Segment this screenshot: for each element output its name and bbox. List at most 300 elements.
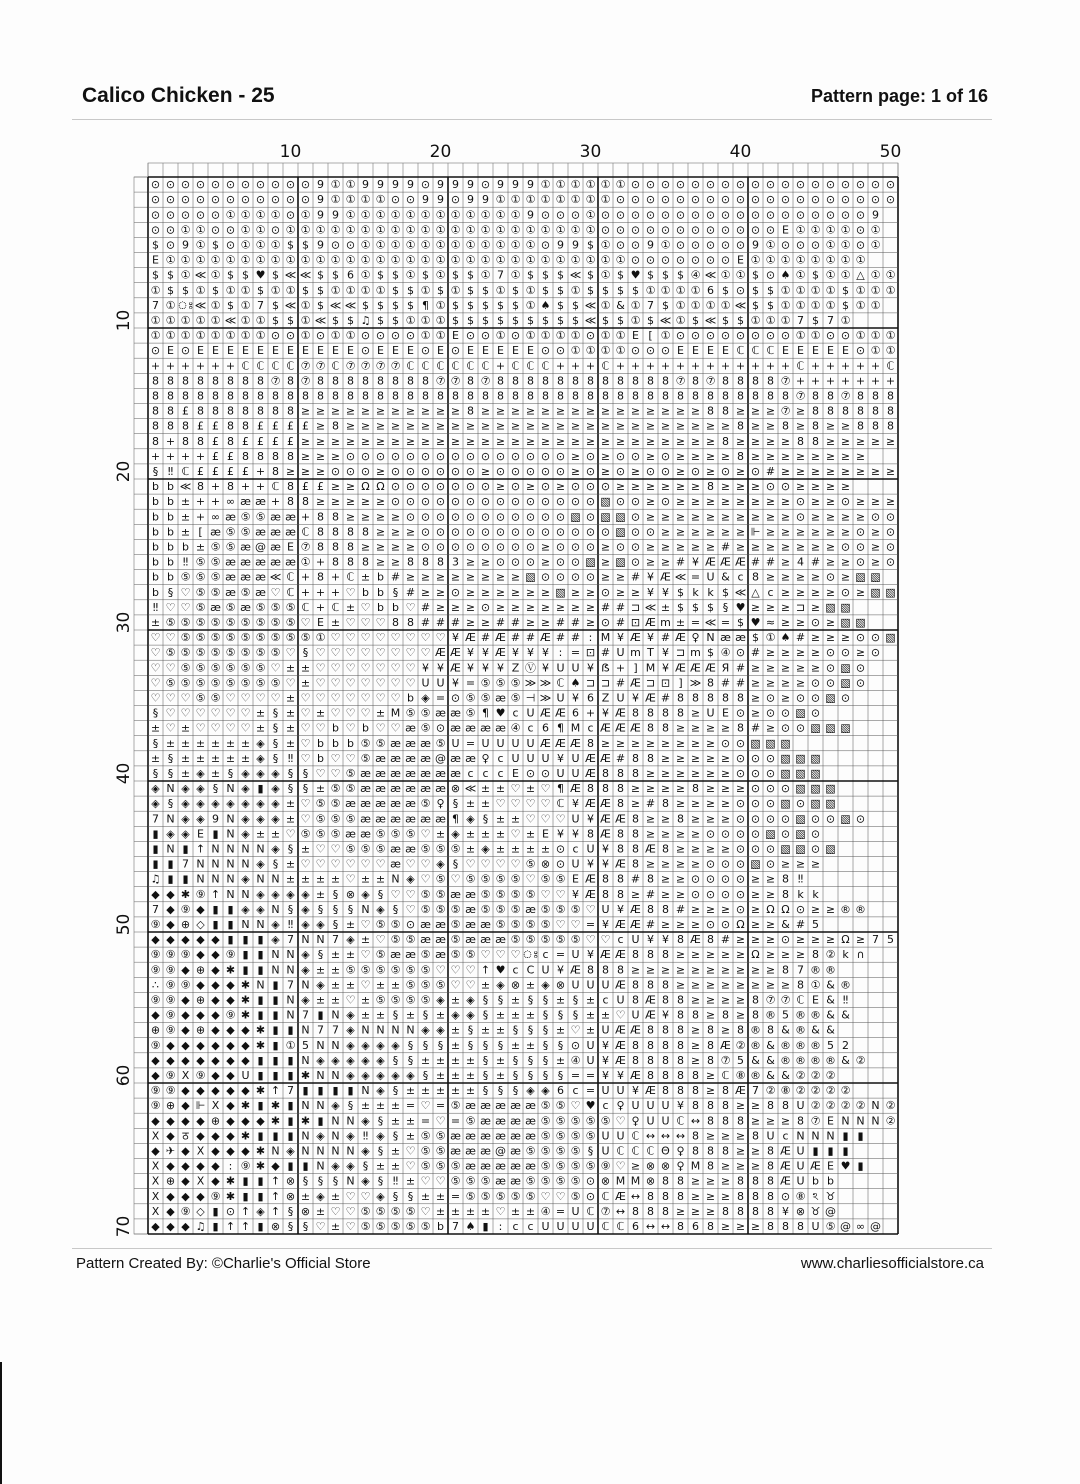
stitch-symbol: ⑤ — [300, 631, 311, 645]
stitch-symbol: 8 — [722, 1099, 729, 1113]
stitch-symbol: E — [212, 344, 219, 358]
stitch-symbol: ⑤ — [360, 736, 371, 750]
stitch-symbol: ≥ — [810, 449, 821, 463]
stitch-symbol: ⊙ — [390, 480, 401, 494]
stitch-symbol: ⊙ — [765, 766, 776, 780]
stitch-symbol: b — [152, 495, 159, 509]
stitch-symbol: ♡ — [360, 948, 371, 962]
stitch-symbol: ① — [495, 208, 506, 222]
stitch-symbol: ¥ — [557, 827, 564, 841]
stitch-symbol: ⑤ — [465, 948, 476, 962]
stitch-symbol: ▧ — [810, 766, 821, 780]
stitch-symbol: ⊙ — [720, 887, 731, 901]
stitch-symbol: ⑤ — [375, 993, 386, 1007]
stitch-symbol: ⑤ — [180, 646, 191, 660]
stitch-symbol: E — [722, 706, 729, 720]
stitch-symbol: ⊙ — [810, 238, 821, 252]
stitch-symbol: ④ — [570, 1053, 581, 1067]
stitch-symbol: N — [316, 1159, 325, 1173]
stitch-symbol: 8 — [767, 1144, 774, 1158]
stitch-symbol: ⊙ — [735, 872, 746, 886]
stitch-symbol: 8 — [692, 389, 699, 403]
stitch-symbol: ẞ — [601, 661, 610, 675]
stitch-symbol: ⊙ — [660, 178, 671, 192]
stitch-symbol: ④ — [510, 721, 521, 735]
stitch-symbol: ♀ — [616, 1099, 625, 1113]
stitch-symbol: ⊙ — [180, 193, 191, 207]
stitch-symbol: Æ — [630, 631, 641, 645]
stitch-symbol: ⊙ — [765, 782, 776, 796]
stitch-symbol: ◇ — [196, 917, 205, 931]
stitch-symbol: 8 — [197, 434, 204, 448]
stitch-symbol: æ — [495, 933, 506, 947]
stitch-symbol: ♡ — [525, 812, 536, 826]
stitch-symbol: ≥ — [810, 933, 821, 947]
stitch-symbol: + — [765, 359, 776, 373]
stitch-symbol: ≥ — [480, 419, 491, 433]
stitch-symbol: ◆ — [166, 1038, 175, 1052]
stitch-symbol: § — [497, 1084, 504, 1098]
stitch-symbol: ≥ — [705, 525, 716, 539]
stitch-symbol: ▮ — [857, 1159, 864, 1173]
row-number-label: 30 — [114, 611, 134, 634]
stitch-symbol: ⊙ — [450, 585, 461, 599]
stitch-symbol: ♡ — [180, 691, 191, 705]
stitch-symbol: ◈ — [151, 797, 160, 811]
stitch-symbol: ♡ — [420, 1204, 431, 1218]
stitch-symbol: ⊙ — [420, 480, 431, 494]
stitch-symbol: § — [512, 1068, 519, 1082]
stitch-symbol: ≥ — [750, 1099, 761, 1113]
stitch-symbol: ‼ — [167, 464, 174, 478]
stitch-symbol: 8 — [347, 540, 354, 554]
stitch-symbol: ≥ — [315, 495, 326, 509]
stitch-symbol: ≥ — [795, 676, 806, 690]
stitch-symbol: ± — [480, 1204, 491, 1218]
stitch-symbol: ≥ — [435, 404, 446, 418]
stitch-symbol: ⑤ — [450, 948, 461, 962]
stitch-symbol: U — [541, 963, 550, 977]
stitch-symbol: Æ — [600, 721, 611, 735]
stitch-symbol: ≥ — [555, 419, 566, 433]
stitch-symbol: ⊙ — [420, 525, 431, 539]
row-number-label: 10 — [114, 309, 134, 332]
stitch-symbol: ℂ — [331, 359, 340, 373]
stitch-symbol: ≥ — [885, 434, 896, 448]
stitch-symbol: ① — [435, 223, 446, 237]
stitch-symbol: ≥ — [810, 464, 821, 478]
stitch-symbol: ⊙ — [270, 329, 281, 343]
stitch-symbol: $ — [257, 283, 264, 297]
stitch-symbol: ▧ — [825, 600, 836, 614]
stitch-symbol: ⊙ — [720, 329, 731, 343]
stitch-symbol: ♡ — [540, 1189, 551, 1203]
stitch-symbol: ⊙ — [615, 540, 626, 554]
stitch-symbol: 8 — [767, 389, 774, 403]
stitch-symbol: ≥ — [555, 434, 566, 448]
stitch-symbol: ♡ — [465, 978, 476, 992]
stitch-symbol: ♠ — [780, 268, 791, 282]
stitch-symbol: Z — [511, 661, 520, 675]
stitch-symbol: $ — [677, 268, 684, 282]
stitch-symbol: ◈ — [361, 1068, 370, 1082]
stitch-symbol: ⊙ — [750, 842, 761, 856]
stitch-symbol: ≥ — [690, 495, 701, 509]
stitch-symbol: ⊙ — [855, 540, 866, 554]
stitch-symbol: + — [795, 374, 806, 388]
stitch-symbol: ⊙ — [555, 525, 566, 539]
stitch-symbol: 8 — [887, 404, 894, 418]
stitch-symbol: ▧ — [840, 661, 851, 675]
stitch-symbol: U — [631, 1008, 640, 1022]
page-number-label: Pattern page: 1 of 16 — [810, 86, 988, 106]
stitch-symbol: ≥ — [735, 963, 746, 977]
stitch-symbol: 7 — [287, 978, 294, 992]
stitch-symbol: ≥ — [540, 555, 551, 569]
row-number-label: 40 — [114, 762, 134, 785]
column-number-label: 30 — [579, 142, 602, 162]
stitch-symbol: ¥ — [662, 585, 669, 599]
stitch-symbol: § — [482, 993, 489, 1007]
stitch-symbol: ≥ — [690, 842, 701, 856]
stitch-symbol: ♡ — [210, 721, 221, 735]
stitch-symbol: ≥ — [855, 449, 866, 463]
stitch-symbol: § — [437, 1038, 444, 1052]
stitch-symbol: ⊙ — [855, 223, 866, 237]
stitch-symbol: ± — [300, 872, 311, 886]
stitch-symbol: E — [287, 344, 294, 358]
stitch-symbol: ¥ — [617, 902, 624, 916]
stitch-symbol: ⊙ — [555, 344, 566, 358]
stitch-symbol: ▮ — [827, 1144, 834, 1158]
stitch-symbol: ▮ — [152, 827, 159, 841]
stitch-symbol: æ — [240, 540, 251, 554]
stitch-symbol: 9 — [527, 178, 534, 192]
stitch-symbol: ≪ — [659, 313, 672, 327]
stitch-symbol: ± — [420, 1084, 431, 1098]
stitch-symbol: 8 — [437, 389, 444, 403]
stitch-symbol: E — [707, 344, 714, 358]
stitch-symbol: ≥ — [840, 434, 851, 448]
stitch-symbol: E — [332, 344, 339, 358]
stitch-symbol: N — [406, 1023, 415, 1037]
stitch-symbol: § — [557, 1068, 564, 1082]
stitch-symbol: 8 — [152, 374, 159, 388]
stitch-symbol: ⑤ — [255, 676, 266, 690]
stitch-symbol: ≥ — [705, 1084, 716, 1098]
stitch-symbol: ⑤ — [570, 1174, 581, 1188]
stitch-symbol: ◈ — [331, 1099, 340, 1113]
stitch-symbol: ± — [375, 978, 386, 992]
stitch-symbol: Æ — [645, 842, 656, 856]
stitch-symbol: ⊙ — [405, 917, 416, 931]
stitch-symbol: § — [287, 766, 294, 780]
stitch-symbol: ⊙ — [435, 721, 446, 735]
stitch-symbol: ⑤ — [825, 1219, 836, 1233]
stitch-symbol: ① — [585, 193, 596, 207]
stitch-symbol: ⑤ — [510, 872, 521, 886]
stitch-symbol: ⑤ — [555, 1099, 566, 1113]
stitch-symbol: ≥ — [720, 751, 731, 765]
stitch-symbol: ≥ — [675, 464, 686, 478]
stitch-symbol: N — [226, 872, 235, 886]
stitch-symbol: 8 — [707, 389, 714, 403]
stitch-symbol: Æ — [780, 1159, 791, 1173]
stitch-symbol: ▧ — [615, 510, 626, 524]
stitch-symbol: ⑦ — [360, 359, 371, 373]
stitch-symbol: § — [422, 1038, 429, 1052]
stitch-symbol: ⑤ — [570, 1129, 581, 1143]
stitch-symbol: ⊙ — [885, 555, 896, 569]
stitch-symbol: ◈ — [271, 782, 280, 796]
stitch-symbol: ≥ — [570, 464, 581, 478]
stitch-symbol: ① — [330, 178, 341, 192]
stitch-symbol: $ — [272, 313, 279, 327]
stitch-symbol: ♡ — [345, 676, 356, 690]
stitch-symbol: ⊙ — [645, 178, 656, 192]
stitch-symbol: ⊙ — [390, 495, 401, 509]
stitch-symbol: ⊙ — [855, 525, 866, 539]
stitch-symbol: ♥ — [255, 268, 266, 282]
stitch-symbol: # — [405, 585, 416, 599]
stitch-symbol: ⊙ — [540, 238, 551, 252]
stitch-symbol: Æ — [570, 736, 581, 750]
stitch-symbol: ≥ — [675, 495, 686, 509]
stitch-symbol: ▮ — [272, 1068, 279, 1082]
stitch-symbol: ⊙ — [750, 178, 761, 192]
stitch-symbol: Æ — [495, 646, 506, 660]
stitch-symbol: ◈ — [346, 1129, 355, 1143]
stitch-symbol: ◈ — [346, 1159, 355, 1173]
stitch-symbol: + — [300, 585, 311, 599]
stitch-symbol: # — [570, 615, 581, 629]
stitch-symbol: ℂ — [481, 359, 490, 373]
stitch-symbol: ⊙ — [810, 208, 821, 222]
stitch-symbol: ⊙ — [765, 751, 776, 765]
stitch-symbol: 8 — [242, 374, 249, 388]
stitch-symbol: c — [512, 1219, 519, 1233]
stitch-symbol: ⊙ — [615, 238, 626, 252]
stitch-symbol: ⊙ — [885, 178, 896, 192]
stitch-symbol: $ — [767, 298, 774, 312]
stitch-symbol: Æ — [645, 615, 656, 629]
stitch-symbol: ⊙ — [525, 555, 536, 569]
stitch-symbol: ① — [240, 238, 251, 252]
stitch-symbol: ® — [780, 1053, 791, 1067]
stitch-symbol: ⑤ — [525, 1189, 536, 1203]
stitch-symbol: ⊙ — [450, 464, 461, 478]
stitch-symbol: ◆ — [181, 1038, 190, 1052]
stitch-symbol: ① — [255, 253, 266, 267]
stitch-symbol: 8 — [617, 389, 624, 403]
stitch-symbol: ± — [510, 842, 521, 856]
stitch-symbol: Æ — [630, 917, 641, 931]
stitch-symbol: ♡ — [195, 706, 206, 720]
stitch-symbol: ≥ — [675, 434, 686, 448]
stitch-symbol: ≥ — [735, 464, 746, 478]
stitch-symbol: ⑤ — [510, 902, 521, 916]
stitch-symbol: ≫ — [689, 676, 702, 690]
stitch-symbol: ± — [405, 1084, 416, 1098]
stitch-symbol: ⑤ — [375, 963, 386, 977]
stitch-symbol: ♡ — [345, 646, 356, 660]
stitch-symbol: ① — [720, 268, 731, 282]
stitch-symbol: ↔ — [630, 1189, 641, 1203]
stitch-symbol: E — [437, 344, 444, 358]
stitch-symbol: ± — [390, 978, 401, 992]
stitch-symbol: @ — [840, 1219, 851, 1233]
stitch-symbol: ⑨ — [180, 1204, 191, 1218]
stitch-symbol: N — [346, 1174, 355, 1188]
stitch-symbol: § — [542, 1008, 549, 1022]
stitch-symbol: + — [615, 359, 626, 373]
stitch-symbol: ▮ — [842, 1129, 849, 1143]
stitch-symbol: ⊙ — [660, 344, 671, 358]
stitch-symbol: ① — [150, 313, 161, 327]
stitch-symbol: æ — [495, 1114, 506, 1128]
stitch-symbol: + — [315, 600, 326, 614]
stitch-symbol: ⑦ — [345, 359, 356, 373]
stitch-symbol: 6 — [542, 721, 549, 735]
stitch-symbol: ‼ — [797, 872, 804, 886]
stitch-symbol: + — [750, 359, 761, 373]
stitch-symbol: æ — [450, 887, 461, 901]
stitch-symbol: æ — [360, 766, 371, 780]
stitch-symbol: ⊙ — [870, 193, 881, 207]
stitch-symbol: ⑨ — [150, 993, 161, 1007]
stitch-symbol: ⊙ — [555, 510, 566, 524]
stitch-symbol: § — [317, 1174, 324, 1188]
stitch-symbol: Æ — [630, 1023, 641, 1037]
stitch-symbol: ® — [825, 963, 836, 977]
stitch-symbol: ⑦ — [600, 1204, 611, 1218]
stitch-symbol: § — [527, 993, 534, 1007]
stitch-symbol: æ — [390, 812, 401, 826]
scan-edge-line — [0, 1362, 2, 1484]
stitch-symbol: ⊙ — [540, 480, 551, 494]
stitch-symbol: ⊙ — [510, 329, 521, 343]
stitch-symbol: æ — [510, 1099, 521, 1113]
stitch-symbol: U — [601, 1129, 610, 1143]
stitch-symbol: 8 — [677, 812, 684, 826]
stitch-symbol: ↑ — [480, 963, 491, 977]
stitch-symbol: ① — [450, 253, 461, 267]
stitch-symbol: ⊙ — [855, 812, 866, 826]
stitch-symbol: ↔ — [690, 1114, 701, 1128]
stitch-symbol: 8 — [647, 389, 654, 403]
stitch-symbol: Æ — [810, 1159, 821, 1173]
stitch-symbol: U — [571, 948, 580, 962]
stitch-symbol: 8 — [377, 374, 384, 388]
stitch-symbol: ≥ — [705, 510, 716, 524]
stitch-symbol: ≥ — [375, 404, 386, 418]
stitch-symbol: ◆ — [226, 978, 235, 992]
stitch-symbol: 8 — [542, 374, 549, 388]
stitch-symbol: ① — [555, 193, 566, 207]
stitch-symbol: ≥ — [330, 434, 341, 448]
stitch-symbol: ▧ — [765, 736, 776, 750]
stitch-symbol: ▮ — [257, 1174, 264, 1188]
stitch-symbol: ≥ — [735, 1008, 746, 1022]
column-number-label: 10 — [279, 142, 302, 162]
stitch-symbol: ② — [885, 1099, 896, 1113]
stitch-symbol: $ — [617, 283, 624, 297]
stitch-symbol: ♡ — [360, 706, 371, 720]
stitch-symbol: ≥ — [480, 615, 491, 629]
stitch-symbol: ⊙ — [855, 555, 866, 569]
stitch-symbol: ① — [780, 313, 791, 327]
stitch-symbol: E — [152, 253, 159, 267]
stitch-symbol: ♡ — [285, 827, 296, 841]
stitch-symbol: ① — [570, 329, 581, 343]
stitch-symbol: ≥ — [750, 434, 761, 448]
stitch-symbol: ≥ — [735, 525, 746, 539]
stitch-symbol: N — [301, 978, 310, 992]
stitch-symbol: ♡ — [495, 857, 506, 871]
stitch-symbol: Æ — [540, 706, 551, 720]
stitch-symbol: ⊙ — [165, 193, 176, 207]
stitch-symbol: ① — [210, 253, 221, 267]
stitch-symbol: ▮ — [272, 1129, 279, 1143]
stitch-symbol: = — [465, 736, 476, 750]
stitch-symbol: = — [450, 1189, 461, 1203]
stitch-symbol: ⑨ — [180, 948, 191, 962]
stitch-symbol: ⊙ — [795, 178, 806, 192]
stitch-symbol: ① — [765, 253, 776, 267]
stitch-symbol: ⑤ — [270, 646, 281, 660]
stitch-symbol: ◆ — [211, 1008, 220, 1022]
stitch-symbol: ✱ — [255, 1084, 266, 1098]
stitch-symbol: ¥ — [542, 646, 549, 660]
stitch-symbol: ± — [480, 1023, 491, 1037]
stitch-symbol: 8 — [662, 993, 669, 1007]
stitch-symbol: ▧ — [840, 615, 851, 629]
stitch-symbol: ≥ — [855, 933, 866, 947]
stitch-symbol: ℂ — [406, 359, 415, 373]
stitch-symbol: ≥ — [345, 510, 356, 524]
stitch-symbol: ① — [345, 329, 356, 343]
stitch-symbol: + — [195, 495, 206, 509]
stitch-symbol: $ — [707, 646, 714, 660]
stitch-symbol: ⑤ — [210, 570, 221, 584]
stitch-symbol: ♡ — [345, 872, 356, 886]
stitch-symbol: ⊙ — [150, 193, 161, 207]
stitch-symbol: § — [542, 1038, 549, 1052]
stitch-symbol: 9 — [437, 193, 444, 207]
stitch-symbol: § — [557, 1008, 564, 1022]
stitch-symbol: ♡ — [480, 857, 491, 871]
stitch-symbol: æ — [480, 1099, 491, 1113]
stitch-symbol: ⊙ — [540, 208, 551, 222]
stitch-symbol: ⊙ — [810, 706, 821, 720]
stitch-symbol: ¥ — [647, 585, 654, 599]
stitch-symbol: ± — [465, 842, 476, 856]
stitch-symbol: ± — [405, 1174, 416, 1188]
stitch-symbol: § — [392, 1189, 399, 1203]
stitch-symbol: ⑤ — [315, 812, 326, 826]
stitch-symbol: ⊙ — [705, 857, 716, 871]
stitch-symbol: ≥ — [660, 887, 671, 901]
stitch-symbol: ① — [585, 208, 596, 222]
stitch-symbol: E — [452, 329, 459, 343]
stitch-symbol: ⑤ — [240, 525, 251, 539]
stitch-symbol: ≥ — [825, 449, 836, 463]
stitch-symbol: & — [811, 1023, 820, 1037]
stitch-symbol: ① — [225, 253, 236, 267]
stitch-symbol: ‼ — [362, 1129, 369, 1143]
stitch-symbol: + — [225, 359, 236, 373]
stitch-symbol: $ — [722, 585, 729, 599]
